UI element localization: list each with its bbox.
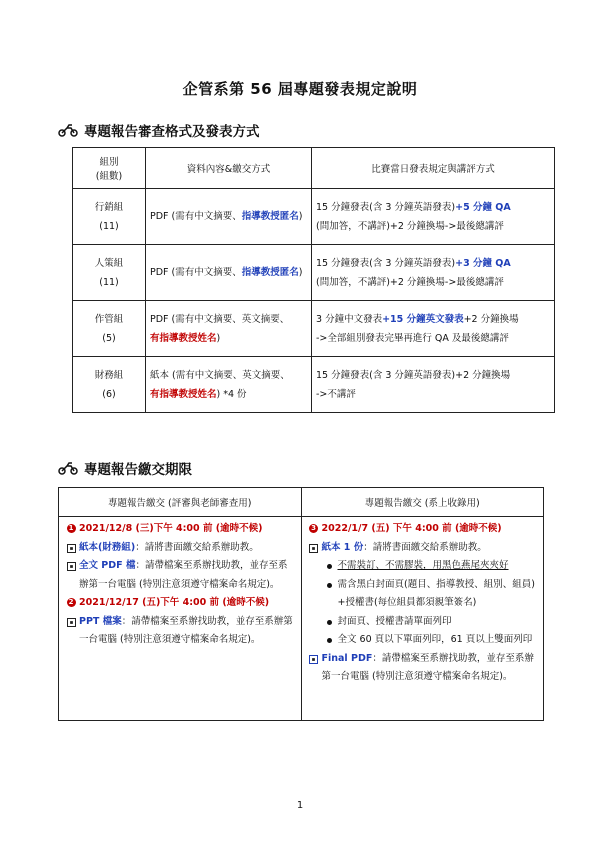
- number-badge-icon: 3: [309, 524, 318, 533]
- left-cell: 1 2021/12/8 (三)下午 4:00 前 (逾時不候) 紙本(財務組)：請將書面繳交給系辦助教。 全文 PDF 檔：請帶檔案至系辦找助教，並存至系 辦第一台電腦 (特別注意須遵守檔案命名規定)。 2 2021/12/17 (五)下午 4:00 前 (逾時不候) PPT 檔案：請帶檔案至系辦找助教，並存至系辦第 一台電腦 (特別注意須遵守檔案命名規定)。: [59, 517, 302, 721]
- bullet-icon: [327, 638, 332, 643]
- number-badge-icon: 2: [67, 598, 76, 607]
- group-header: 組別 (組數): [73, 148, 146, 189]
- motorbike-icon: [58, 123, 78, 137]
- bullet-icon: [327, 620, 332, 625]
- checkbox-icon: [309, 655, 318, 664]
- checkbox-icon: [67, 618, 76, 627]
- bullet-icon: [327, 583, 332, 588]
- table-row: 人策組 (11) PDF (需有中文摘要、指導教授匿名) 15 分鐘發表(含 3 分鐘英語發表)+3 分鐘 QA (問加答，不講評)+2 分鐘換場->最後總講評: [73, 245, 555, 301]
- table-row: 作管組 (5) PDF (需有中文摘要、英文摘要、 有指導教授姓名) 3 分鐘中文發表+15 分鐘英文發表+2 分鐘換場 ->全部組別發表完畢再進行 QA 及最後總講評: [73, 301, 555, 357]
- checkbox-icon: [67, 544, 76, 553]
- review-format-table: [72, 147, 555, 413]
- left-header: 專題報告繳交 (評審與老師審查用): [59, 488, 302, 517]
- submission-header: 資料內容&繳交方式: [146, 148, 312, 189]
- table-row: 行銷組 (11) PDF (需有中文摘要、指導教授匿名) 15 分鐘發表(含 3 分鐘英語發表)+5 分鐘 QA (問加答，不講評)+2 分鐘換場->最後總講評: [73, 189, 555, 245]
- bullet-icon: [327, 564, 332, 569]
- deadline-table: [58, 487, 544, 721]
- checkbox-icon: [67, 562, 76, 571]
- group-name: 行銷組: [94, 201, 124, 213]
- number-badge-icon: 1: [67, 524, 76, 533]
- right-cell: 3 2022/1/7 (五) 下午 4:00 前 (逾時不候) 紙本 1 份：請將書面繳交給系辦助教。 不需裝訂、不需膠裝，用黑色燕尾夾夾好 需含黑白封面頁(題目、指導教授、組別、組員) +授權書(每位組員都須親筆簽名) 封面頁、授權書請單面列印 全文 60 頁以下單面列印，61 頁以上雙面列印 Final PDF：請帶檔案至系辦找助教，並存至系辦 第一台電腦 (特別注意須遵守檔案命名規定)。: [301, 517, 544, 721]
- checkbox-icon: [309, 544, 318, 553]
- motorbike-icon: [58, 461, 78, 475]
- page-number: 1: [296, 800, 304, 811]
- group-name: 作管組: [94, 313, 124, 325]
- table-row: 財務組 (6) 紙本 (需有中文摘要、英文摘要、 有指導教授姓名) *4 份 15 分鐘發表(含 3 分鐘英語發表)+2 分鐘換場 ->不講評: [73, 357, 555, 413]
- group-name: 財務組: [94, 369, 124, 381]
- competition-header: 比賽當日發表規定與講評方式: [312, 148, 555, 189]
- section1-heading: 專題報告審查格式及發表方式: [58, 120, 260, 140]
- page-title: 企管系第 56 屆專題發表規定說明: [182, 80, 418, 98]
- right-header: 專題報告繳交 (系上收錄用): [301, 488, 544, 517]
- group-name: 人策組: [94, 257, 124, 269]
- section2-heading: 專題報告繳交期限: [58, 458, 192, 478]
